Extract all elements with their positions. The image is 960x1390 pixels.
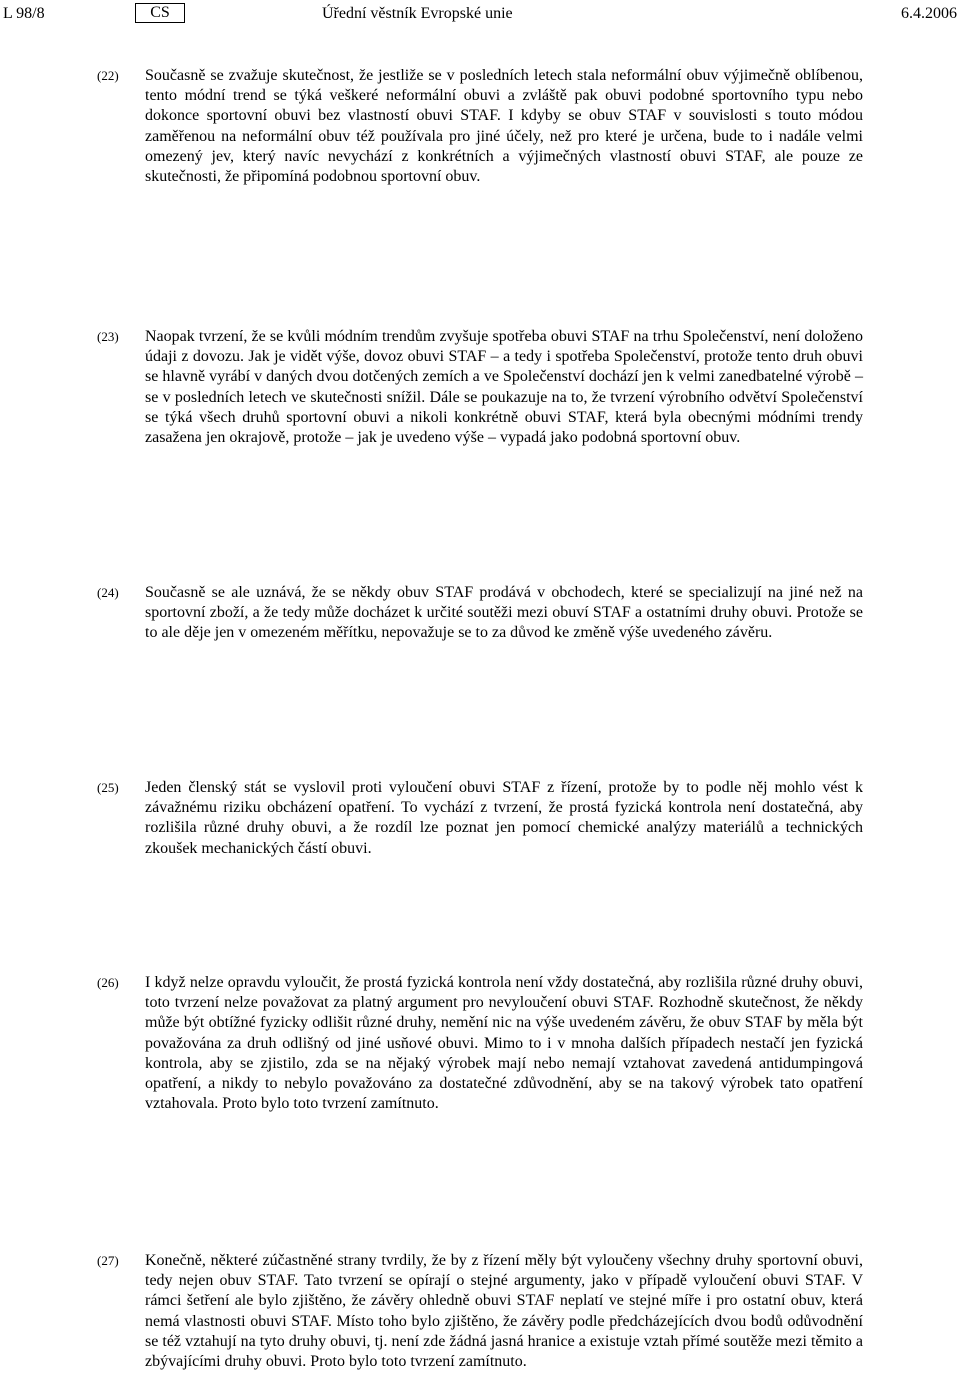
paragraph-text: Naopak tvrzení, že se kvůli módním trendům zvyšuje spotřeba obuvi STAF na trhu Společenství, není doloženo údaji z dovozu. Jak je vidět výše, dovoz obuvi STAF – a tedy i spotřeba Společenství, protože tento druh obuvi se hlavně vyrábí v daných dvou dotčených zemích a ve Společenství dochází jen k velmi zanedbatelné výrobě – se v posledních letech ve skutečnosti snížil. Dále se poukazuje na to, že tvrzení výrobního odvětví Společenství se týká všech druhů sportovní obuvi a nikoli konkrétně obuvi STAF, která byla obecnými módními trendy zasažena jen okrajově, protože – jak je uvedeno výše – vypadá jako podobná sportovní obuv. <box>145 328 863 447</box>
paragraph-number: (22) <box>97 68 119 83</box>
paragraph-24 <box>97 583 863 644</box>
page-header <box>0 3 960 25</box>
paragraph-25 <box>97 778 863 859</box>
publication-date: 6.4.2006 <box>901 5 957 22</box>
paragraph-number: (23) <box>97 329 119 344</box>
page-reference: L 98/8 <box>3 5 45 22</box>
paragraph-text: Současně se ale uznává, že se někdy obuv STAF prodává v obchodech, které se specializují na jiné než na sportovní zboží, a že tedy může docházet k určité soutěži mezi obuví STAF a ostatními druhy obuvi. Protože se to ale děje jen v omezeném měřítku, nepovažuje se to za důvod ke změně výše uvedeného závěru. <box>145 584 863 642</box>
paragraph-text: Konečně, některé zúčastněné strany tvrdily, že by z řízení měly být vyloučeny všechny druhy sportovní obuvi, tedy nejen obuv STAF. Tato tvrzení se opírají o stejné argumenty, jako v případě vyloučení obuvi STAF. V rámci šetření ale bylo zjištěno, že závěry ohledně obuvi STAF neplatí ve stejné míře i pro ostatní obuv, která nemá vlastnosti obuvi STAF. Místo toho bylo zjištěno, že závěry podle předcházejících dvou bodů odůvodnění se též vztahují na tyto druhy obuvi, tj. není zde žádná jasná hranice a existuje vztah přímé soutěže mezi těmito a zbývajícími druhy obuvi. Proto bylo toto tvrzení zamítnuto. <box>145 1252 863 1371</box>
paragraph-number: (25) <box>97 780 119 795</box>
paragraph-22 <box>97 66 863 187</box>
journal-title: Úřední věstník Evropské unie <box>322 5 513 22</box>
language-code-box: CS <box>135 3 185 23</box>
paragraph-26 <box>97 973 863 1114</box>
paragraph-number: (27) <box>97 1253 119 1268</box>
paragraph-23 <box>97 327 863 448</box>
paragraph-text: Jeden členský stát se vyslovil proti vyloučení obuvi STAF z řízení, protože by to podle něj mohlo vést k závažnému riziku obcházení opatření. To vychází z tvrzení, že prostá fyzická kontrola není dostatečná, aby rozlišila různé druhy obuvi, a že rozdíl lze poznat jen pomocí chemické analýzy materiálů a technických zkoušek mechanických částí obuvi. <box>145 779 863 857</box>
paragraph-text: I když nelze opravdu vyloučit, že prostá fyzická kontrola není vždy dostatečná, aby rozlišila různé druhy obuvi, toto tvrzení nelze považovat za platný argument pro nevyloučení obuvi STAF. Rozhodně skutečnost, že někdy může být obtížné fyzicky odlišit různé druhy, nemění nic na výše uvedeném závěru, že obuv STAF by měla být považována za druh odlišný od jiné usňové obuvi. Mimo to i v mnoha dalších případech nestačí jen fyzická kontrola, aby se zjistilo, zda se na nějaký výrobek mají nebo nemají vztahovat zavedená antidumpingová opatření, a nikdy to nebylo považováno za dostatečné zdůvodnění, aby se na takový výrobek tato opatření vztahovala. Proto bylo toto tvrzení zamítnuto. <box>145 974 863 1113</box>
paragraph-text: Současně se zvažuje skutečnost, že jestliže se v posledních letech stala neformální obuv výjimečně oblíbenou, tento módní trend se týká veškeré neformální obuvi a zvláště pak obuvi podobné sportovního typu nebo dokonce sportovní obuvi bez vlastností obuvi STAF. I kdyby se obuv STAF v souvislosti s touto módou zaměřenou na neformální obuv též používala pro jiné účely, než pro které je určena, bude to i nadále velmi omezený jev, který navíc nevychází z konkrétních a výjimečných vlastností obuvi STAF, ale pouze ze skutečnosti, že připomíná podobnou sportovní obuv. <box>145 67 863 186</box>
paragraph-number: (24) <box>97 585 119 600</box>
paragraph-number: (26) <box>97 975 119 990</box>
paragraph-27 <box>97 1251 863 1372</box>
